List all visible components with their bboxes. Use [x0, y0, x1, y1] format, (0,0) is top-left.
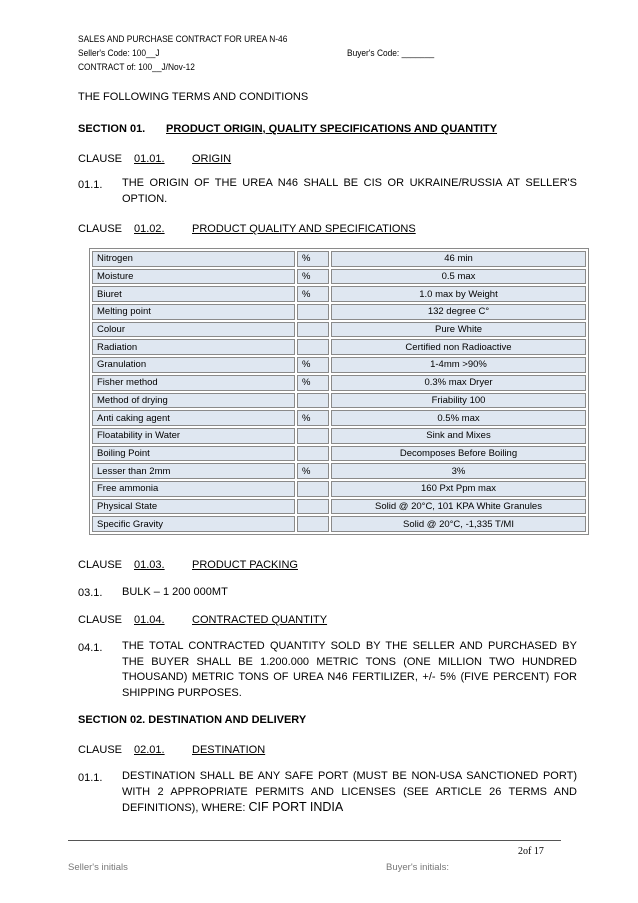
spec-parameter: Biuret	[92, 286, 295, 302]
spec-parameter: Free ammonia	[92, 481, 295, 497]
clause-01-01-number: 01.01.	[134, 153, 165, 165]
spec-row	[92, 339, 586, 355]
clause-01-02-title: PRODUCT QUALITY AND SPECIFICATIONS	[192, 223, 416, 235]
item-02-01-1-port: CIF PORT INDIA	[248, 800, 344, 814]
spec-unit: %	[297, 286, 329, 302]
spec-row	[92, 269, 586, 285]
spec-unit: %	[297, 410, 329, 426]
clause-01-03-number: 01.03.	[134, 559, 165, 571]
spec-unit: %	[297, 251, 329, 267]
spec-value: Solid @ 20°C, -1,335 T/MI	[331, 516, 586, 532]
spec-row	[92, 481, 586, 497]
spec-value: Solid @ 20°C, 101 KPA White Granules	[331, 499, 586, 515]
spec-value: 132 degree C°	[331, 304, 586, 320]
spec-parameter: Lesser than 2mm	[92, 463, 295, 479]
clause-02-01-number: 02.01.	[134, 744, 165, 756]
spec-row	[92, 463, 586, 479]
spec-unit	[297, 446, 329, 462]
item-03-1-text: BULK – 1 200 000MT	[122, 586, 228, 598]
section-02-title: SECTION 02. DESTINATION AND DELIVERY	[78, 714, 307, 726]
spec-parameter: Moisture	[92, 269, 295, 285]
spec-parameter: Nitrogen	[92, 251, 295, 267]
clause-01-03-label: CLAUSE	[78, 559, 123, 571]
spec-parameter: Melting point	[92, 304, 295, 320]
spec-parameter: Method of drying	[92, 393, 295, 409]
spec-value: Certified non Radioactive	[331, 339, 586, 355]
spec-row	[92, 322, 586, 338]
spec-unit	[297, 322, 329, 338]
spec-row	[92, 251, 586, 267]
clause-01-04-title: CONTRACTED QUANTITY	[192, 614, 328, 626]
spec-unit: %	[297, 375, 329, 391]
spec-value: 160 Pxt Ppm max	[331, 481, 586, 497]
clause-01-02-number: 01.02.	[134, 223, 165, 235]
spec-value: 1.0 max by Weight	[331, 286, 586, 302]
header-buyer-code: Buyer's Code: _______	[347, 48, 435, 59]
spec-value: Pure White	[331, 322, 586, 338]
clause-02-01-title: DESTINATION	[192, 744, 266, 756]
spec-value: Friability 100	[331, 393, 586, 409]
spec-row	[92, 304, 586, 320]
header-seller-code: Seller's Code: 100__J	[78, 48, 160, 59]
spec-value: 0.5 max	[331, 269, 586, 285]
spec-row	[92, 410, 586, 426]
spec-unit	[297, 393, 329, 409]
sellers-initials-label: Seller's initials	[68, 862, 128, 873]
item-02-01-1-text	[122, 769, 577, 817]
item-03-1-number: 03.1.	[78, 587, 103, 599]
item-02-01-1-body: DESTINATION SHALL BE ANY SAFE PORT (MUST BE NON-USA SANCTIONED PORT) WITH 2 APPROPRIATE PERMITS AND LICENSES (SEE ARTICLE 26 TERMS AND DEFINITIONS), WHERE:	[122, 770, 577, 814]
spec-unit	[297, 428, 329, 444]
intro-text: THE FOLLOWING TERMS AND CONDITIONS	[78, 91, 309, 103]
spec-row	[92, 446, 586, 462]
specifications-table	[89, 248, 589, 535]
page-number: 2of 17	[518, 846, 544, 857]
spec-unit	[297, 339, 329, 355]
spec-unit: %	[297, 269, 329, 285]
spec-value: 3%	[331, 463, 586, 479]
spec-parameter: Boiling Point	[92, 446, 295, 462]
clause-01-04-number: 01.04.	[134, 614, 165, 626]
spec-row	[92, 428, 586, 444]
spec-row	[92, 516, 586, 532]
spec-unit: %	[297, 463, 329, 479]
item-04-1-text: THE TOTAL CONTRACTED QUANTITY SOLD BY THE SELLER AND PURCHASED BY THE BUYER SHALL BE 1.200.000 METRIC TONS (ONE MILLION TWO HUNDRED THOUSAND) METRIC TONS OF UREA N46 FERTILIZER, +/- 5% (FIVE PERCENT) FOR SHIPPING PURPOSES.	[122, 640, 577, 699]
spec-parameter: Granulation	[92, 357, 295, 373]
footer-divider	[68, 840, 561, 841]
spec-parameter: Anti caking agent	[92, 410, 295, 426]
spec-value: 46 min	[331, 251, 586, 267]
spec-parameter: Fisher method	[92, 375, 295, 391]
item-04-1-number: 04.1.	[78, 642, 103, 654]
spec-value: Sink and Mixes	[331, 428, 586, 444]
spec-parameter: Colour	[92, 322, 295, 338]
spec-value: 1-4mm >90%	[331, 357, 586, 373]
spec-unit: %	[297, 357, 329, 373]
spec-row	[92, 393, 586, 409]
spec-unit	[297, 304, 329, 320]
clause-01-04-label: CLAUSE	[78, 614, 123, 626]
section-01-title: PRODUCT ORIGIN, QUALITY SPECIFICATIONS AND QUANTITY	[166, 123, 498, 135]
spec-value: 0.3% max Dryer	[331, 375, 586, 391]
clause-01-03-title: PRODUCT PACKING	[192, 559, 298, 571]
spec-parameter: Floatability in Water	[92, 428, 295, 444]
header-contract-title: SALES AND PURCHASE CONTRACT FOR UREA N-46	[78, 34, 288, 45]
item-02-01-1-number: 01.1.	[78, 772, 103, 784]
clause-01-01-title: ORIGIN	[192, 153, 232, 165]
clause-01-02-label: CLAUSE	[78, 223, 123, 235]
spec-unit	[297, 516, 329, 532]
spec-unit	[297, 499, 329, 515]
spec-row	[92, 286, 586, 302]
spec-unit	[297, 481, 329, 497]
clause-02-01-label: CLAUSE	[78, 744, 123, 756]
header-contract-number: CONTRACT of: 100__J/Nov-12	[78, 62, 195, 73]
item-01-1-number: 01.1.	[78, 179, 103, 191]
spec-row	[92, 375, 586, 391]
spec-value: Decomposes Before Boiling	[331, 446, 586, 462]
clause-01-01-label: CLAUSE	[78, 153, 123, 165]
buyers-initials-label: Buyer's initials:	[386, 862, 450, 873]
item-01-1-text: THE ORIGIN OF THE UREA N46 SHALL BE CIS OR UKRAINE/RUSSIA AT SELLER'S OPTION.	[122, 177, 577, 205]
spec-value: 0.5% max	[331, 410, 586, 426]
spec-parameter: Radiation	[92, 339, 295, 355]
spec-parameter: Specific Gravity	[92, 516, 295, 532]
spec-parameter: Physical State	[92, 499, 295, 515]
spec-row	[92, 357, 586, 373]
section-01-number: SECTION 01.	[78, 123, 146, 135]
spec-row	[92, 499, 586, 515]
